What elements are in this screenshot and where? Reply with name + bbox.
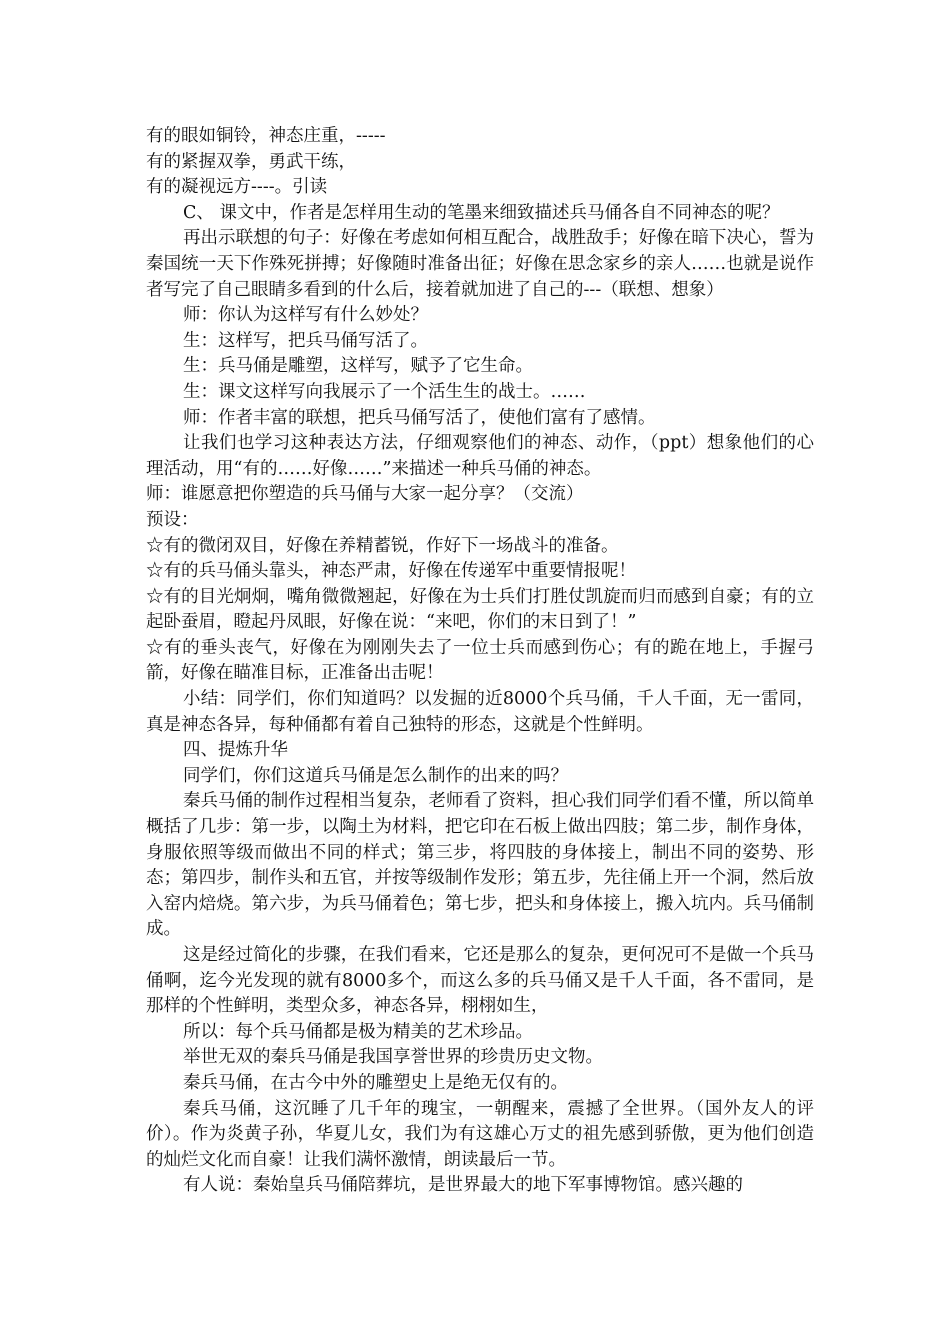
section-heading: 四、提炼升华 [183, 740, 288, 761]
paragraph: 生：兵马俑是雕塑，这样写，赋予了它生命。 [183, 356, 533, 377]
paragraph: 师：你认为这样写有什么妙处？ [183, 305, 428, 326]
paragraph: 有的眼如铜铃，神态庄重，----- [146, 126, 386, 146]
paragraph: 所以：每个兵马俑都是极为精美的艺术珍品。 [183, 1021, 533, 1042]
paragraph: 秦兵马俑，在古今中外的雕塑史上是绝无仅有的。 [183, 1072, 568, 1093]
paragraph: 让我们也学习这种表达方法，仔细观察他们的神态、动作，（ppt）想象他们的心理活动，用“有的……好像……”来描述一种兵马俑的神态。 [146, 433, 814, 479]
paragraph: 师：作者丰富的联想，把兵马俑写活了，使他们富有了感情。 [183, 407, 656, 428]
paragraph: 秦兵马俑的制作过程相当复杂，老师看了资料，担心我们同学们看不懂，所以简单概括了几步：第一步，以陶土为材料，把它印在石板上做出四肢；第二步，制作身体，身服依照等级而做出不同的样式；第三步，将四肢的身体接上，制出不同的姿势、形态；第四步，制作头和五官，并按等级制作发形；第五步，先往俑上开一个洞，然后放入窑内焙烧。第六步，为兵马俑着色；第七步，把头和身体接上，搬入坑内。兵马俑制成。 [146, 791, 814, 940]
paragraph: 生：这样写，把兵马俑写活了。 [183, 330, 428, 351]
document-page [146, 124, 814, 1199]
paragraph: 有人说：秦始皇兵马俑陪葬坑，是世界最大的地下军事博物馆。感兴趣的 [183, 1175, 743, 1196]
paragraph: 再出示联想的句子：好像在考虑如何相互配合，战胜敌手；好像在暗下决心，誓为秦国统一天下作殊死拼搏；好像随时准备出征；好像在思念家乡的亲人……也就是说作者写完了自己眼睛多看到的什么后，接着就加进了自己的---（联想、想象） [146, 228, 814, 300]
paragraph: ☆有的垂头丧气，好像在为刚刚失去了一位士兵而感到伤心；有的跪在地上，手握弓箭，好像在瞄准目标，正准备出击呢！ [146, 637, 814, 684]
paragraph: 举世无双的秦兵马俑是我国享誉世界的珍贵历史文物。 [183, 1047, 603, 1068]
paragraph: ☆有的兵马俑头靠头，神态严肃，好像在传递军中重要情报呢！ [146, 561, 636, 582]
paragraph: 小结：同学们，你们知道吗？以发掘的近8000个兵马俑，千人千面，无一雷同，真是神态各异，每种俑都有着自己独特的形态，这就是个性鲜明。 [146, 689, 814, 735]
paragraph: 有的凝视远方----。引读 [146, 177, 328, 198]
paragraph: 预设： [146, 509, 199, 530]
paragraph: 这是经过简化的步骤，在我们看来，它还是那么的复杂，更何况可不是做一个兵马俑啊，迄今光发现的就有8000多个，而这么多的兵马俑又是千人千面，各不雷同，是那样的个性鲜明，类型众多，神态各异，栩栩如生， [146, 945, 814, 1017]
paragraph: C、 课文中，作者是怎样用生动的笔墨来细致描述兵马俑各自不同神态的呢？ [183, 202, 780, 223]
paragraph: 同学们，你们这道兵马俑是怎么制作的出来的吗？ [183, 765, 568, 786]
paragraph: 秦兵马俑，这沉睡了几千年的瑰宝，一朝醒来，震撼了全世界。（国外友人的评价）。作为炎黄子孙，华夏儿女，我们为有这雄心万丈的祖先感到骄傲，更为他们创造的灿烂文化而自豪！让我们满怀激情，朗读最后一节。 [146, 1098, 814, 1170]
paragraph: 生：课文这样写向我展示了一个活生生的战士。…… [183, 381, 586, 402]
paragraph: ☆有的目光炯炯，嘴角微微翘起，好像在为士兵们打胜仗凯旋而归而感到自豪；有的立起卧蚕眉，瞪起丹凤眼，好像在说：“来吧，你们的末日到了！” [146, 586, 814, 633]
paragraph: ☆有的微闭双目，好像在养精蓄锐，作好下一场战斗的准备。 [146, 535, 619, 556]
paragraph: 有的紧握双拳，勇武干练， [146, 151, 356, 172]
paragraph: 师：谁愿意把你塑造的兵马俑与大家一起分享？（交流） [146, 484, 584, 505]
